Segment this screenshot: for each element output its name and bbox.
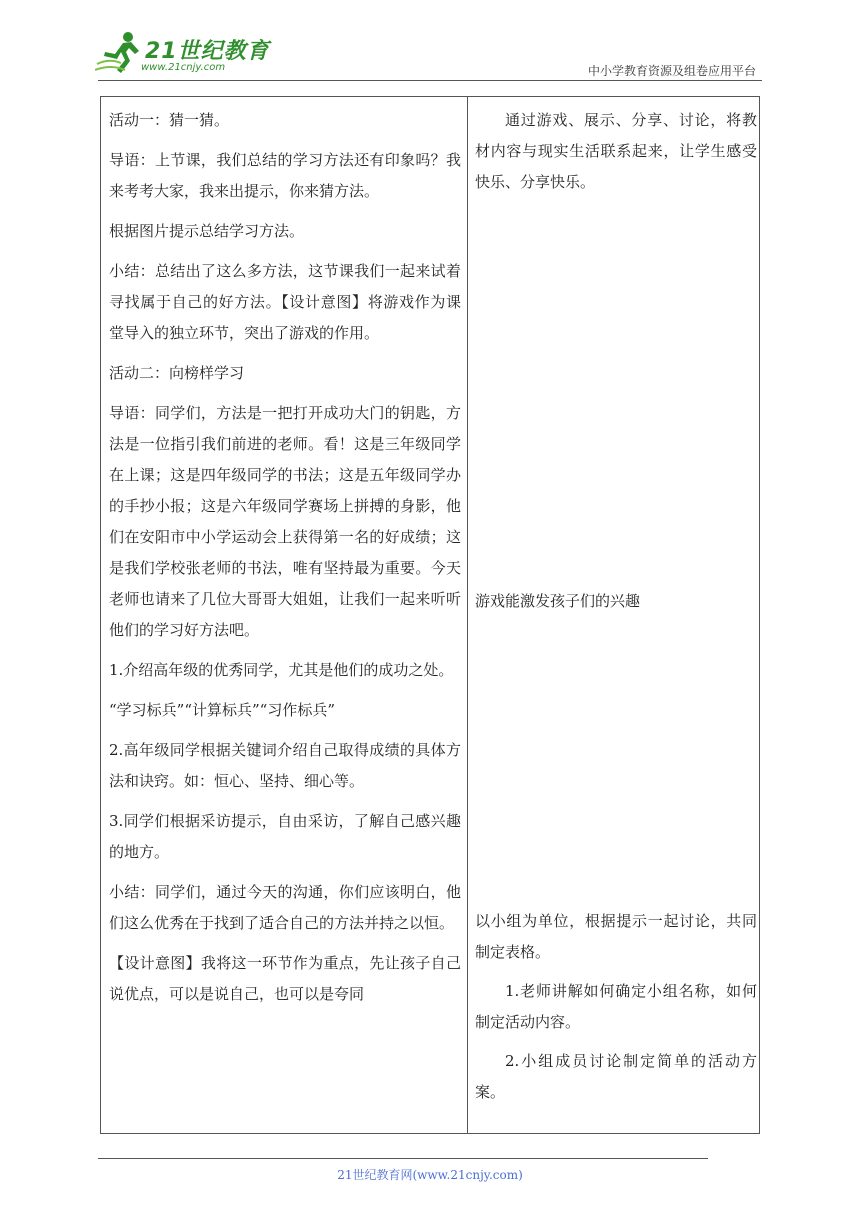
activity-two-intro: 导语：同学们，方法是一把打开成功大门的钥匙，方法是一位指引我们前进的老师。看！这是三年级同学在上课；这是四年级同学的书法；这是五年级同学办的手抄小报；这是六年级同学赛场上拼搏的身影，他们在安阳市中小学运动会上获得第一名的好成绩；这是我们学校张老师的书法，唯有坚持最为重要。今天老师也请来了几位大哥哥大姐姐，让我们一起来听听他们的学习好方法吧。 [109,404,461,639]
game-interest-note: 游戏能激发孩子们的兴趣 [475,592,641,610]
header-divider [98,80,762,81]
activity-column [109,105,461,1019]
logo-text: 21世纪教育 [145,39,270,64]
activity-two-summary: 小结：同学们，通过今天的沟通，你们应该明白，他们这么优秀在于找到了适合自己的方法并持之以恒。 [109,883,461,932]
group-discussion-note: 以小组为单位，根据提示一起讨论，共同制定表格。 [475,912,757,961]
activity-one-title: 活动一：猜一猜。 [109,111,230,129]
running-man-icon [95,30,145,76]
summary-instruction: 根据图片提示总结学习方法。 [109,222,305,240]
activity-two-title: 活动二：向榜样学习 [109,364,245,382]
teacher-explain-note: 1.老师讲解如何确定小组名称，如何制定活动内容。 [475,982,757,1031]
role-model-titles: “学习标兵”“计算标兵”“习作标兵” [109,701,336,719]
intro-paragraph: 导语：上节课，我们总结的学习方法还有印象吗？我来考考大家，我来出提示，你来猜方法。 [109,151,461,200]
step-one: 1.介绍高年级的优秀同学，尤其是他们的成功之处。 [109,661,454,679]
footer-link[interactable]: 21世纪教育网(www.21cnjy.com) [337,1168,523,1182]
lesson-table [100,96,760,1134]
logo-url: www.21cnjy.com [141,62,226,73]
column-divider [467,97,468,1133]
group-plan-note: 2.小组成员讨论制定简单的活动方案。 [475,1052,757,1101]
design-intent: 【设计意图】我将这一环节作为重点，先让孩子自己说优点，可以是说自己，也可以是夸同 [109,954,461,1003]
purpose-paragraph: 通过游戏、展示、分享、讨论，将教材内容与现实生活联系起来，让学生感受快乐、分享快乐。 [475,111,757,191]
site-logo[interactable] [95,30,270,78]
step-three: 3.同学们根据采访提示，自由采访，了解自己感兴趣的地方。 [109,812,461,861]
footer-divider [98,1158,708,1159]
page-header [0,0,860,82]
step-two: 2.高年级同学根据关键词介绍自己取得成绩的具体方法和诀窍。如：恒心、坚持、细心等。 [109,741,461,790]
summary-paragraph: 小结：总结出了这么多方法，这节课我们一起来试着寻找属于自己的好方法。【设计意图】将游戏作为课堂导入的独立环节，突出了游戏的作用。 [109,262,461,342]
platform-title: 中小学教育资源及组卷应用平台 [587,64,756,78]
